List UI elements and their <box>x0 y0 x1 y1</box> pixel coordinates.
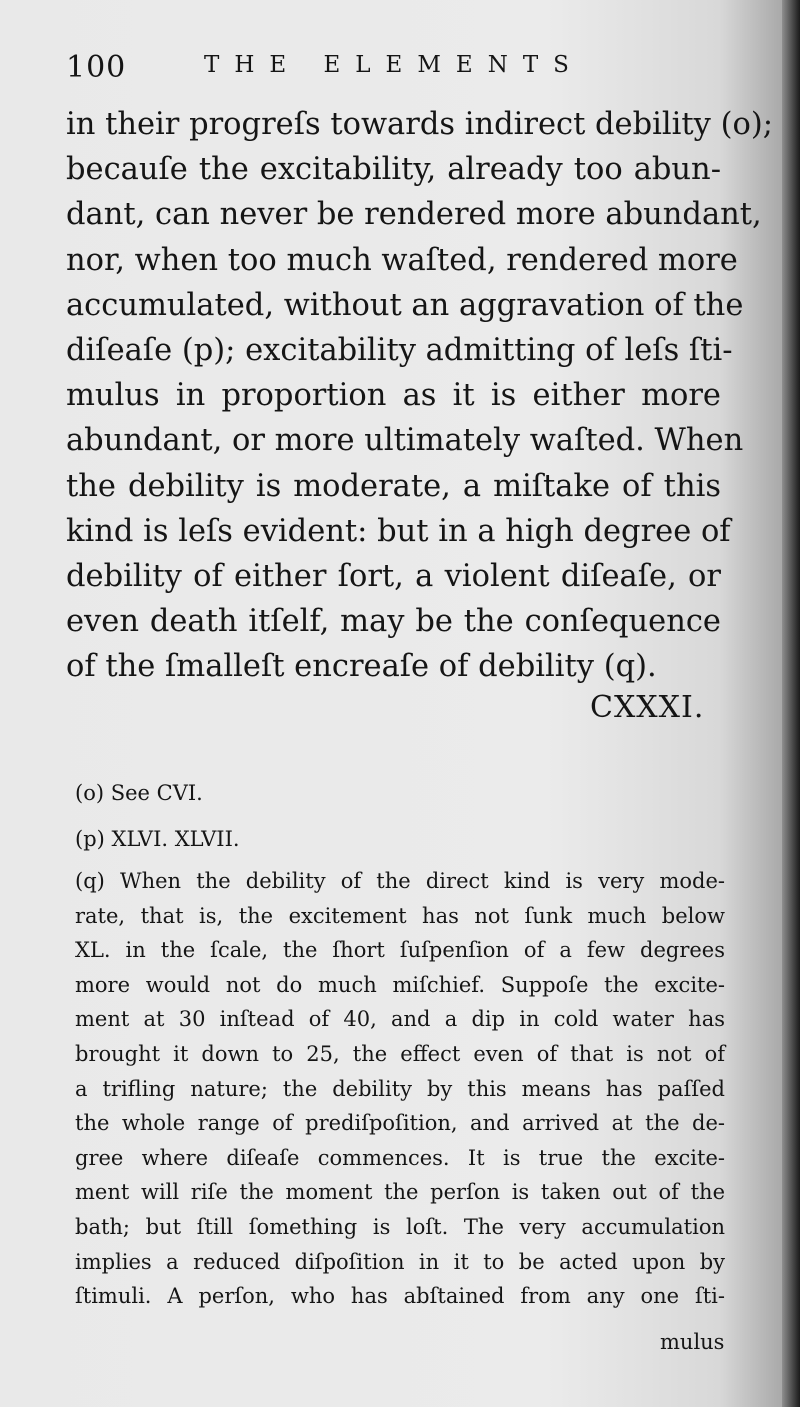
footnote-line: a trifling nature; the debility by this means has paſſed <box>75 1076 725 1101</box>
footnote-line: XL. in the ſcale, the ſhort ſuſpenſion of a few degrees <box>75 938 725 963</box>
text-line: in their progreſs towards indirect debility (o); <box>66 107 774 142</box>
footnotes <box>75 770 725 1314</box>
text-line: the debility is moderate, a miſtake of this <box>66 468 721 504</box>
text-line: mulus in proportion as it is either more <box>66 378 721 414</box>
text-line: even death itſelf, may be the conſequence <box>66 604 721 640</box>
footnote-line: implies a reduced diſpoſition in it to be acted upon by <box>75 1249 725 1274</box>
footnote-line: ment at 30 inſtead of 40, and a dip in cold water has <box>75 1007 725 1032</box>
text-line: debility of either ſort, a violent diſeaſe, or <box>66 558 721 594</box>
section-number: CXXXI. <box>590 690 705 725</box>
footnote-line: more would not do much miſchief. Suppoſe the excite- <box>75 972 725 997</box>
main-text <box>66 102 774 689</box>
catchword: mulus <box>660 1330 725 1354</box>
page-header <box>66 50 726 90</box>
footnote-line: gree where diſeaſe commences. It is true the excite- <box>75 1145 725 1170</box>
text-line: becauſe the excitability, already too abun- <box>66 152 721 188</box>
text-line: of the ſmalleſt encreaſe of debility (q). <box>66 649 657 685</box>
footnote-o: (o) See CVI. <box>75 781 203 805</box>
footnote-line: rate, that is, the excitement has not ſunk much below <box>75 903 725 928</box>
text-line: abundant, or more ultimately waſted. When <box>66 423 744 459</box>
footnote-q <box>75 864 725 1314</box>
running-head: THE ELEMENTS <box>204 52 584 78</box>
footnote-line: bath; but ſtill ſomething is loſt. The very accumulation <box>75 1214 725 1239</box>
text-line: nor, when too much waſted, rendered more <box>66 242 738 278</box>
footnote-line: (q) When the debility of the direct kind is very mode- <box>75 869 725 893</box>
text-line: kind is leſs evident: but in a high degree of <box>66 513 731 549</box>
text-line: diſeaſe (p); excitability admitting of leſs ſti- <box>66 332 733 368</box>
footnote-p: (p) XLVI. XLVII. <box>75 827 240 851</box>
footnote-line: ment will riſe the moment the perſon is taken out of the <box>75 1180 725 1205</box>
page-number: 100 <box>66 50 127 85</box>
text-line: accumulated, without an aggravation of the <box>66 287 744 323</box>
text-line: dant, can never be rendered more abundant, <box>66 197 762 233</box>
footnote-line: ſtimuli. A perſon, who has abſtained from any one ſti- <box>75 1284 725 1309</box>
binding-shadow <box>782 0 800 1407</box>
footnote-line: the whole range of prediſpoſition, and arrived at the de- <box>75 1111 725 1136</box>
footnote-line: brought it down to 25, the effect even of that is not of <box>75 1041 725 1066</box>
